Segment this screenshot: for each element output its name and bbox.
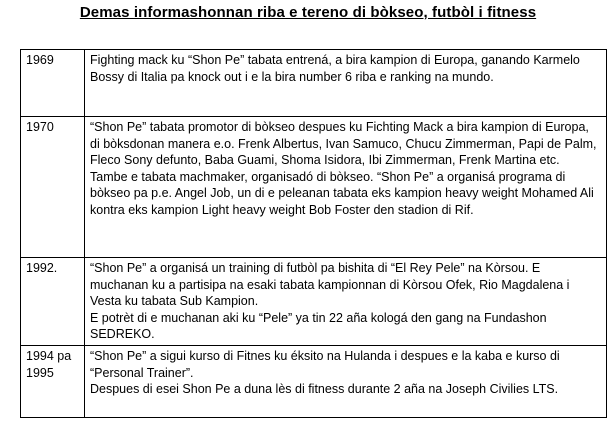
- description-paragraph: Fighting mack ku “Shon Pe” tabata entrená, a bira kampion di Europa, ganando Karmelo Bossy di Italia pa knock out i e la bira number 6 riba e ranking na mundo.: [90, 53, 580, 84]
- description-cell: [85, 50, 607, 117]
- description-paragraph: “Shon Pe” a organisá un training di futbòl pa bishita di “El Rey Pele” na Kòrsou. E muchanan ku a partisipa na esaki tabata kampionnan di Kòrsou Ofek, Rio Magdalena i Vesta ku tabata Sub Kampion.: [90, 261, 570, 308]
- document-title: Demas informashonnan riba e tereno di bòkseo, futbòl i fitness: [79, 4, 537, 21]
- year-cell: 1992.: [21, 258, 85, 346]
- description-cell: [85, 346, 607, 418]
- year-cell: 1969: [21, 50, 85, 117]
- table-row: [21, 50, 607, 117]
- table-row: [21, 258, 607, 346]
- table-row: [21, 117, 607, 258]
- description-cell: [85, 117, 607, 258]
- description-paragraph: “Shon Pe” tabata promotor di bòkseo despues ku Fichting Mack a bira kampion di Europa, di bòksdonan manera e.o. Frenk Albertus, Ivan Samuco, Chucu Zimmerman, Papi de Palm, Fleco Sony defunto, Baba Guami, Shoma Isidora, Ibi Zimmerman, Frenk Martina etc.: [90, 120, 597, 167]
- description-paragraph: Tambe e tabata machmaker, organisadó di bòkseo. “Shon Pe” a organisá programa di bòkseo pa p.e. Angel Job, un di e peleanan tabata eks kampion heavy weight Mohamed Ali kontra eks kampion Light heavy weight Bob Foster den stadion di Rif.: [90, 169, 594, 217]
- description-paragraph: E potrèt di e muchanan aki ku “Pele” ya tin 22 aña kologá den gang na Fundashon SEDREKO.: [90, 310, 547, 341]
- description-paragraph: “Shon Pe” a sigui kurso di Fitnes ku éksito na Hulanda i despues e la kaba e kurso di “Personal Trainer”.: [90, 349, 560, 380]
- timeline-table: [20, 49, 607, 418]
- year-cell: 1994 pa 1995: [21, 346, 85, 418]
- year-cell: 1970: [21, 117, 85, 258]
- description-cell: [85, 258, 607, 346]
- description-paragraph: Despues di esei Shon Pe a duna lès di fitness durante 2 aña na Joseph Civilies LTS.: [90, 382, 559, 396]
- table-row: [21, 346, 607, 418]
